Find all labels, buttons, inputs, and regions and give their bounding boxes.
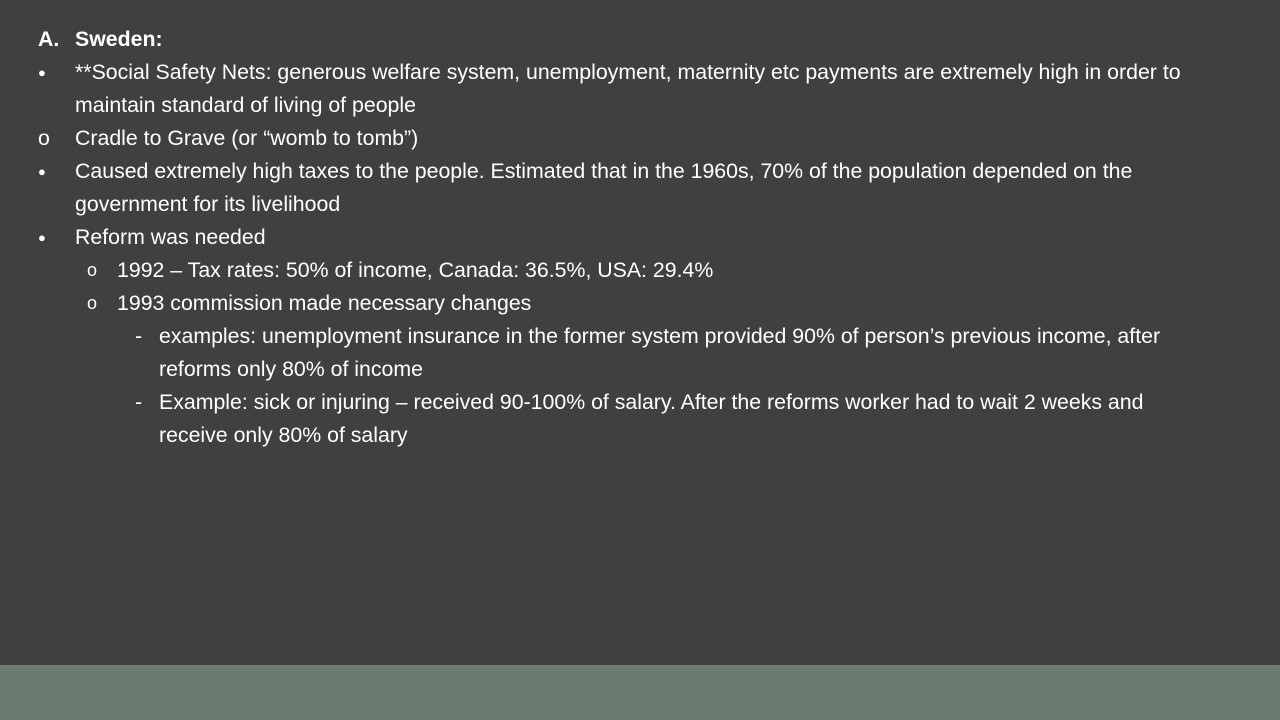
- sub-list-item-text: 1992 – Tax rates: 50% of income, Canada: 36.5%, USA: 29.4%: [117, 258, 714, 282]
- heading-marker: A.: [38, 27, 60, 51]
- heading-text: Sweden:: [75, 27, 163, 51]
- slide-content: [38, 23, 1228, 452]
- bullet-dash-icon: -: [135, 390, 143, 414]
- bullet-circle-icon: o: [87, 293, 98, 313]
- heading-line: [38, 23, 1228, 56]
- sub-sub-list-item-text: Example: sick or injuring – received 90-100% of salary. After the reforms worker had to wait 2 weeks and receive only 80% of salary: [159, 390, 1144, 447]
- list-item: [38, 122, 1228, 155]
- bullet-dot-icon: ●: [38, 230, 46, 245]
- list-item-text: Cradle to Grave (or “womb to tomb”): [75, 126, 419, 150]
- sub-sub-list-item: [38, 320, 1228, 386]
- list-item-text: **Social Safety Nets: generous welfare system, unemployment, maternity etc payments are extremely high in order to maintain standard of living of people: [75, 60, 1181, 117]
- bullet-dot-icon: ●: [38, 164, 46, 179]
- bullet-circle-icon: o: [87, 260, 98, 280]
- bullet-circle-icon: o: [38, 126, 50, 150]
- sub-sub-list-item: [38, 386, 1228, 452]
- sub-list-item: [38, 287, 1228, 320]
- list-item-text: Reform was needed: [75, 225, 266, 249]
- list-item: [38, 56, 1228, 122]
- sub-sub-list-item-text: examples: unemployment insurance in the former system provided 90% of person’s previous income, after reforms only 80% of income: [159, 324, 1161, 381]
- list-item-text: Caused extremely high taxes to the people. Estimated that in the 1960s, 70% of the population depended on the government for its livelihood: [75, 159, 1133, 216]
- list-item: [38, 155, 1228, 221]
- footer-band: [0, 665, 1280, 720]
- sub-list-item-text: 1993 commission made necessary changes: [117, 291, 532, 315]
- list-item: [38, 221, 1228, 254]
- bullet-dash-icon: -: [135, 324, 143, 348]
- sub-list-item: [38, 254, 1228, 287]
- bullet-dot-icon: ●: [38, 65, 46, 80]
